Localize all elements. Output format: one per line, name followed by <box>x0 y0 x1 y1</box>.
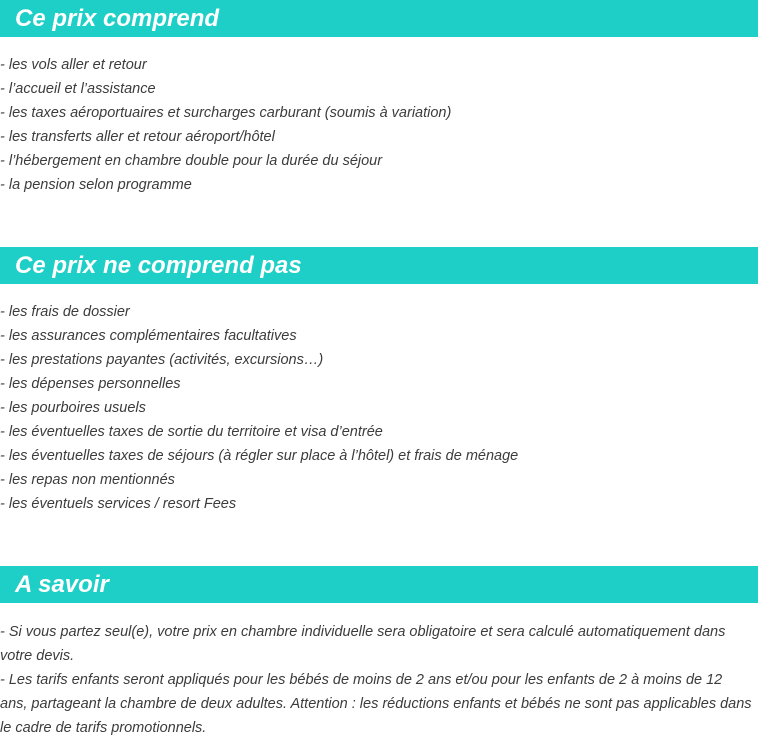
list-item: - l’accueil et l’assistance <box>0 81 156 97</box>
section-title-good-to-know: A savoir <box>0 566 758 603</box>
list-item: - les transferts aller et retour aéroport/hôtel <box>0 129 275 145</box>
info-paragraph: - Si vous partez seul(e), votre prix en chambre individuelle sera obligatoire et sera calculé automatiquement dans votre devis. <box>0 624 726 664</box>
section-title-included: Ce prix comprend <box>0 0 758 37</box>
list-item: - les pourboires usuels <box>0 400 146 416</box>
not-included-list <box>0 300 758 516</box>
section-not-included <box>0 247 758 516</box>
list-item: - les taxes aéroportuaires et surcharges carburant (soumis à variation) <box>0 105 452 121</box>
good-to-know-body <box>0 620 758 740</box>
section-good-to-know <box>0 566 758 740</box>
list-item: - les éventuelles taxes de sortie du territoire et visa d’entrée <box>0 424 383 440</box>
info-paragraph: - Les tarifs enfants seront appliqués pour les bébés de moins de 2 ans et/ou pour les enfants de 2 à moins de 12 ans, partageant la chambre de deux adultes. Attention : les réductions enfants et bébés ne sont pas applicables dans le cadre de tarifs promotionnels. <box>0 672 752 736</box>
list-item: - les dépenses personnelles <box>0 376 181 392</box>
included-list <box>0 53 758 197</box>
list-item: - l’hébergement en chambre double pour la durée du séjour <box>0 153 383 169</box>
section-included <box>0 0 758 197</box>
list-item: - la pension selon programme <box>0 177 192 193</box>
list-item: - les éventuelles taxes de séjours (à régler sur place à l’hôtel) et frais de ménage <box>0 448 519 464</box>
list-item: - les repas non mentionnés <box>0 472 175 488</box>
list-item: - les éventuels services / resort Fees <box>0 496 237 512</box>
list-item: - les prestations payantes (activités, excursions…) <box>0 352 324 368</box>
section-title-not-included: Ce prix ne comprend pas <box>0 247 758 284</box>
list-item: - les vols aller et retour <box>0 57 147 73</box>
list-item: - les assurances complémentaires facultatives <box>0 328 297 344</box>
list-item: - les frais de dossier <box>0 304 130 320</box>
